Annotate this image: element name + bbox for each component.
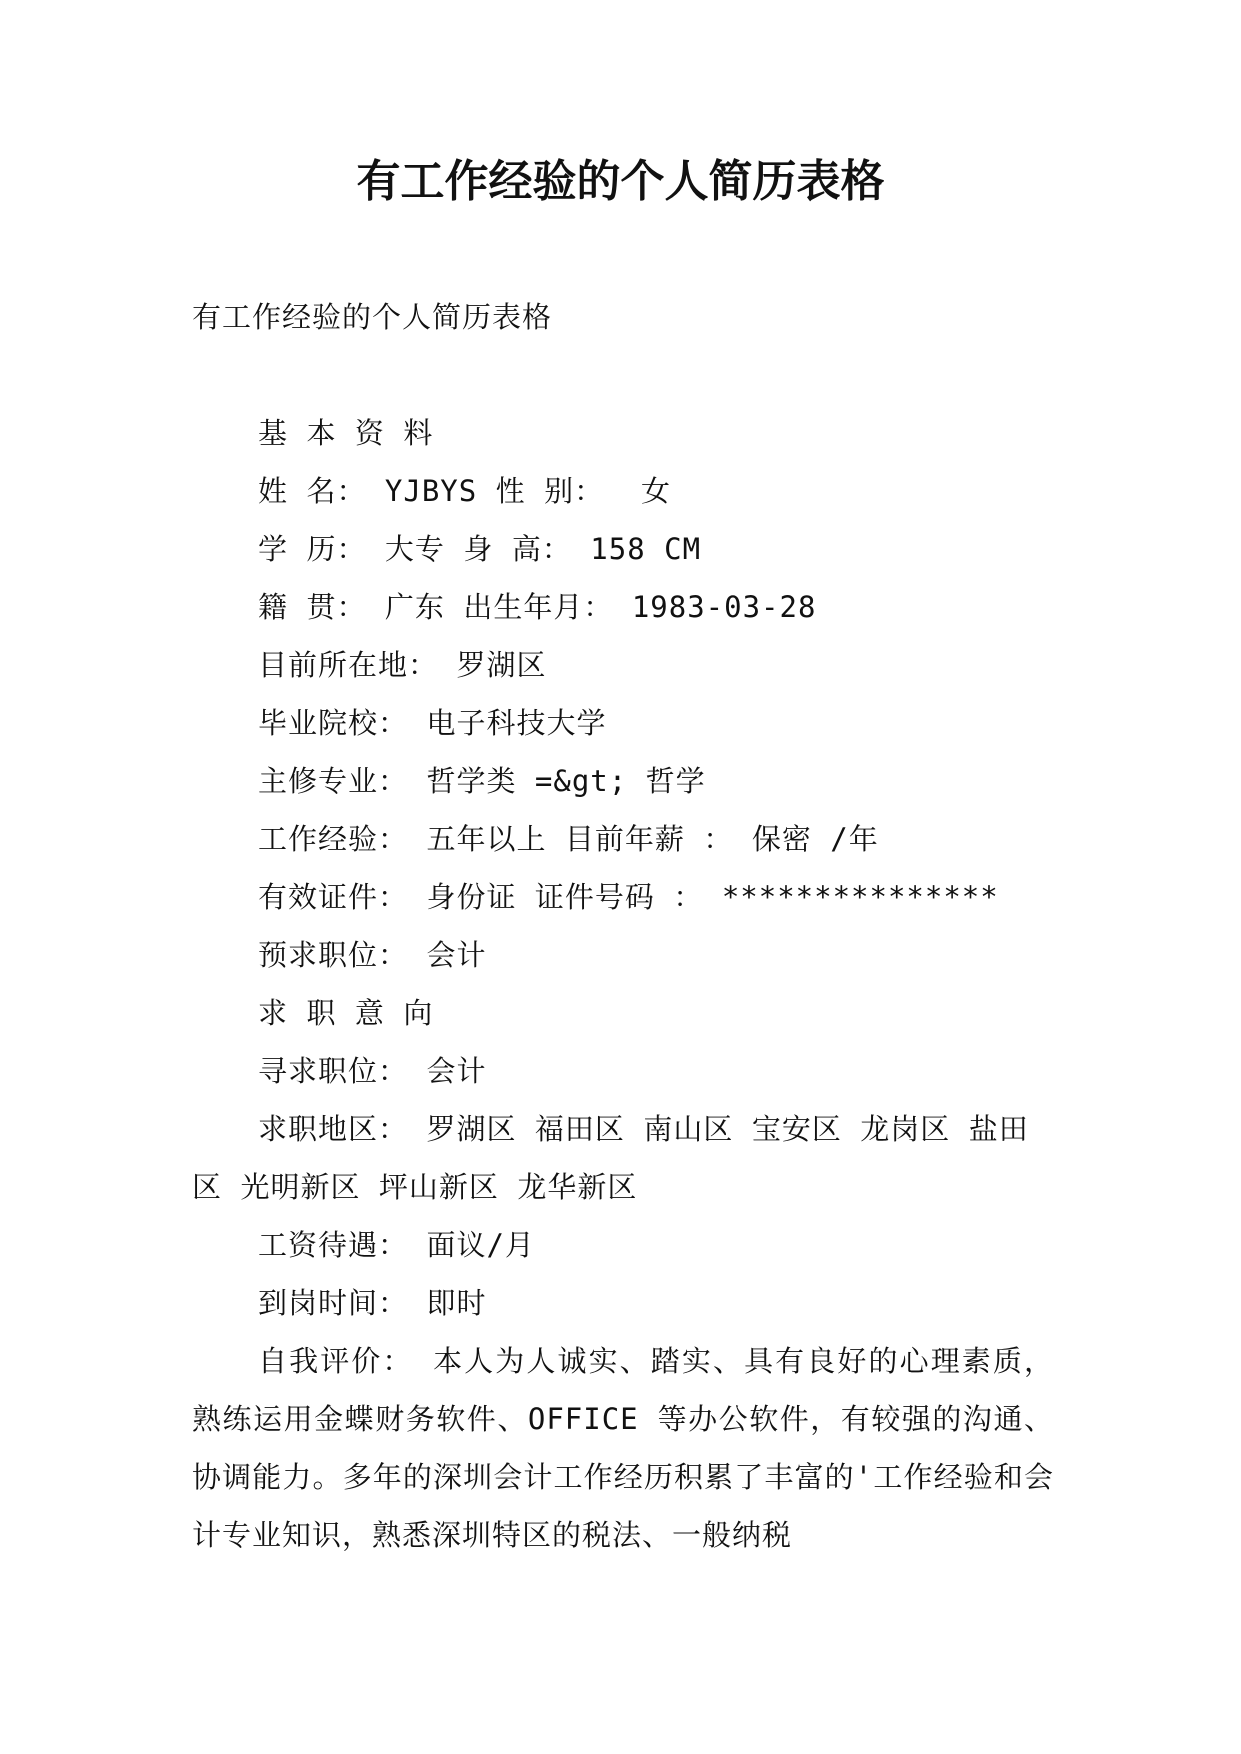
sought-position-line: 寻求职位： 会计 xyxy=(258,1054,487,1088)
job-area-line: 求职地区： 罗湖区 福田区 南山区 宝安区 龙岗区 盐田区 光明新区 坪山新区 龙华新区 xyxy=(192,1112,1029,1204)
current-location-line: 目前所在地： 罗湖区 xyxy=(258,648,547,682)
graduate-school-line: 毕业院校： 电子科技大学 xyxy=(258,706,607,740)
major-line: 主修专业： 哲学类 =&gt; 哲学 xyxy=(258,764,706,798)
name-gender-line: 姓 名： YJBYS 性 别： 女 xyxy=(258,474,672,508)
document-subtitle: 有工作经验的个人简历表格 xyxy=(192,300,553,334)
document-body xyxy=(192,288,1054,1564)
page-title: 有工作经验的个人简历表格 xyxy=(356,156,885,207)
work-experience-salary-line: 工作经验： 五年以上 目前年薪 ： 保密 /年 xyxy=(258,822,879,856)
id-document-line: 有效证件： 身份证 证件号码 ： *************** xyxy=(258,880,999,914)
education-height-line: 学 历： 大专 身 高： 158 CM xyxy=(258,532,702,566)
self-evaluation-paragraph: 自我评价： 本人为人诚实、踏实、具有良好的心理素质，熟练运用金蝶财务软件、OFFICE 等办公软件，有较强的沟通、协调能力。多年的深圳会计工作经历积累了丰富的'工作经验和会计专业知识，熟悉深圳特区的税法、一般纳税 xyxy=(192,1344,1054,1552)
desired-position-line: 预求职位： 会计 xyxy=(258,938,487,972)
salary-expectation-line: 工资待遇： 面议/月 xyxy=(258,1228,535,1262)
section-heading-job-intention: 求 职 意 向 xyxy=(258,996,434,1030)
spacer xyxy=(192,346,1054,404)
origin-birthdate-line: 籍 贯： 广东 出生年月： 1983-03-28 xyxy=(258,590,817,624)
start-time-line: 到岗时间： 即时 xyxy=(258,1286,487,1320)
section-heading-basic-info: 基 本 资 料 xyxy=(258,416,434,450)
